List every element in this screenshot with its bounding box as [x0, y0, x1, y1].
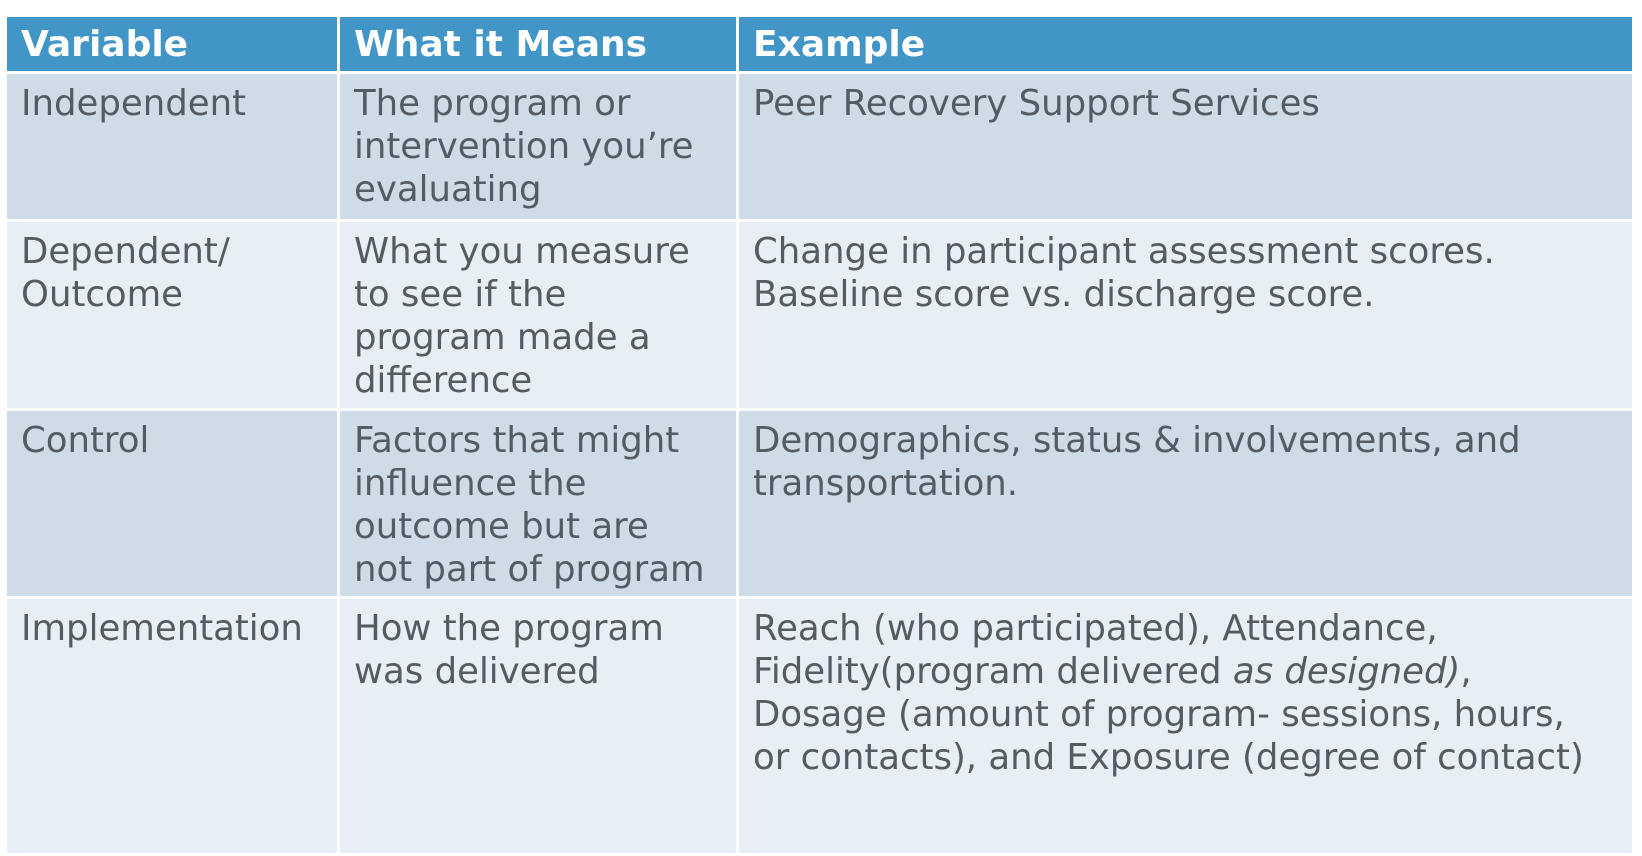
- cell-text-line: evaluating: [354, 169, 542, 210]
- header-variable: Variable: [6, 16, 339, 73]
- cell-example: [738, 73, 1634, 221]
- cell-text-line: The program or: [354, 83, 631, 124]
- cell-text-line: transportation.: [753, 463, 1019, 504]
- cell-text-line: Independent: [21, 83, 247, 124]
- cell-text-line: What you measure: [354, 231, 690, 272]
- cell-meaning: [339, 221, 738, 410]
- table-row-dependent: [6, 221, 1634, 410]
- cell-text-line: Peer Recovery Support Services: [753, 83, 1320, 124]
- fidelity-text: Fidelity(program delivered: [753, 651, 1233, 692]
- header-example: Example: [738, 16, 1634, 73]
- cell-text-line: not part of program: [354, 549, 705, 590]
- cell-example: [738, 598, 1634, 855]
- cell-text-line: outcome but are: [354, 506, 649, 547]
- as-designed-italic-text: as designed): [1232, 651, 1461, 692]
- cell-text-line: intervention you’re: [354, 126, 694, 167]
- cell-text-line: Dosage (amount of program- sessions, hours,: [753, 694, 1565, 735]
- header-what-it-means: What it Means: [339, 16, 738, 73]
- fidelity-suffix-text: ,: [1460, 651, 1472, 692]
- cell-text-line: Dependent/: [21, 231, 230, 272]
- cell-text-line: Implementation: [21, 608, 303, 649]
- cell-variable: [6, 73, 339, 221]
- header-row: [6, 16, 1634, 73]
- cell-text-line: Reach (who participated), Attendance,: [753, 608, 1438, 649]
- cell-text-line: Factors that might: [354, 420, 680, 461]
- cell-example: [738, 410, 1634, 598]
- cell-variable: [6, 221, 339, 410]
- cell-text-line: Outcome: [21, 274, 184, 315]
- cell-text-line: was delivered: [354, 651, 600, 692]
- table-row-control: [6, 410, 1634, 598]
- cell-variable: [6, 410, 339, 598]
- variables-table: [4, 14, 1635, 856]
- table-body: [6, 73, 1634, 855]
- cell-meaning: [339, 598, 738, 855]
- cell-meaning: [339, 410, 738, 598]
- cell-text-line-fidelity: [753, 650, 1620, 693]
- cell-text-line: Change in participant assessment scores.: [753, 231, 1495, 272]
- cell-text-line: Demographics, status & involvements, and: [753, 420, 1521, 461]
- cell-meaning: [339, 73, 738, 221]
- cell-text-line: influence the: [354, 463, 587, 504]
- cell-text-line: to see if the: [354, 274, 567, 315]
- table-header: [6, 16, 1634, 73]
- cell-text-line: Control: [21, 420, 150, 461]
- cell-text-line: How the program: [354, 608, 664, 649]
- cell-text-line: program made a: [354, 317, 651, 358]
- cell-example: [738, 221, 1634, 410]
- table-row-implementation: [6, 598, 1634, 855]
- cell-text-line: Baseline score vs. discharge score.: [753, 274, 1375, 315]
- table-row-independent: [6, 73, 1634, 221]
- cell-text-line: difference: [354, 360, 533, 401]
- cell-text-line: or contacts), and Exposure (degree of contact): [753, 737, 1584, 778]
- cell-variable: [6, 598, 339, 855]
